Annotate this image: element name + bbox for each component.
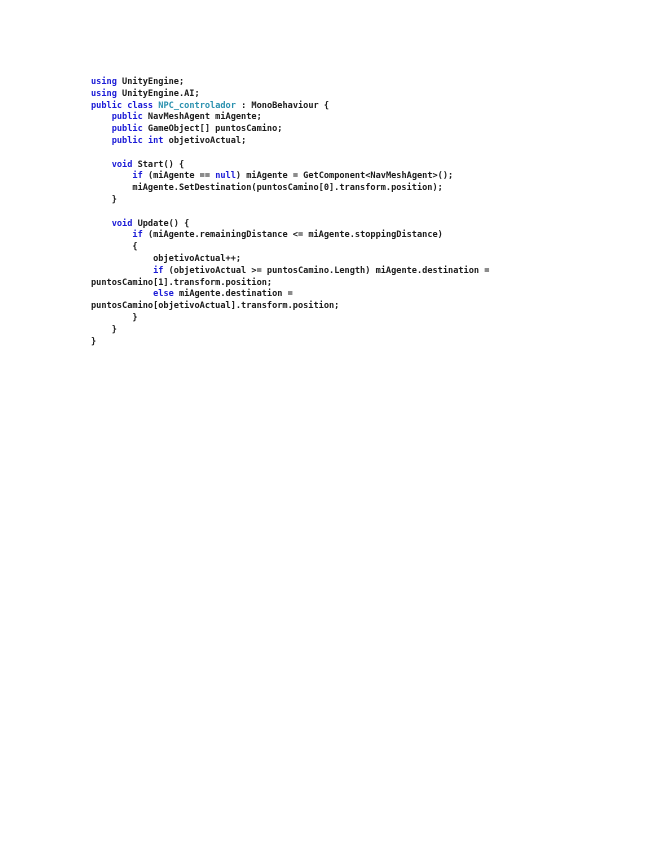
code-line [91,266,489,278]
code-line [91,124,489,136]
code-line [91,183,489,195]
code-keyword: if [132,230,143,241]
code-text: UnityEngine; [116,77,185,87]
code-line [91,207,489,219]
code-keyword: class [127,100,154,111]
code-line [91,77,489,89]
code-line [91,160,489,172]
code-text: GameObject[] puntosCamino; [142,124,283,135]
code-text: ) miAgente = GetComponent<NavMeshAgent>(); [235,171,454,182]
code-text: miAgente.destination = [173,289,293,300]
code-text [91,230,132,240]
code-keyword: void [111,218,133,229]
code-line [91,112,489,124]
code-line [91,148,489,160]
code-line [91,254,489,266]
code-keyword: else [153,289,174,300]
code-line [91,136,489,148]
code-line [91,301,489,313]
code-text [91,289,153,299]
code-keyword: if [153,265,164,276]
code-block [91,77,489,348]
code-text: objetivoActual; [163,135,247,146]
code-keyword: if [132,171,143,182]
code-keyword: void [111,159,133,170]
code-text: puntosCamino[objetivoActual].transform.position; [91,301,340,312]
code-keyword: public [111,124,143,135]
code-line [91,195,489,207]
code-text: puntosCamino[1].transform.position; [91,277,273,288]
code-text: { [91,242,138,253]
code-text [91,171,132,181]
code-text: } [91,324,117,335]
code-keyword: public [111,112,143,123]
code-text: } [91,336,97,347]
code-line [91,313,489,325]
code-text: } [91,194,117,205]
code-text [91,266,153,276]
code-line [91,230,489,242]
code-line [91,289,489,301]
code-text: : MonoBehaviour { [235,100,330,111]
code-text [91,124,112,134]
code-text: (objetivoActual >= puntosCamino.Length) miAgente.destination = [163,265,490,276]
code-text: miAgente.SetDestination(puntosCamino[0].transform.position); [91,183,443,194]
code-text: Update() { [132,218,190,229]
code-text [91,112,112,122]
code-line [91,219,489,231]
code-text: (miAgente.remainingDistance <= miAgente.stoppingDistance) [142,230,443,241]
code-keyword: public [111,135,143,146]
code-keyword: using [91,88,117,99]
code-line [91,278,489,290]
code-class-name: NPC_controlador [158,100,236,111]
code-keyword: int [147,135,164,146]
code-text: Start() { [132,159,185,170]
code-keyword: using [91,77,117,87]
code-line [91,171,489,183]
code-line [91,325,489,337]
code-line [91,89,489,101]
code-line [91,242,489,254]
code-text: (miAgente == [142,171,216,182]
code-text [91,219,112,229]
code-line [91,337,489,349]
code-text: objetivoActual++; [91,253,242,264]
code-text [91,136,112,146]
code-keyword: public [91,100,123,111]
code-text: UnityEngine.AI; [116,88,200,99]
code-line [91,101,489,113]
code-text: NavMeshAgent miAgente; [142,112,262,123]
code-text: } [91,312,138,323]
code-text [91,160,112,170]
code-keyword: null [215,171,236,182]
